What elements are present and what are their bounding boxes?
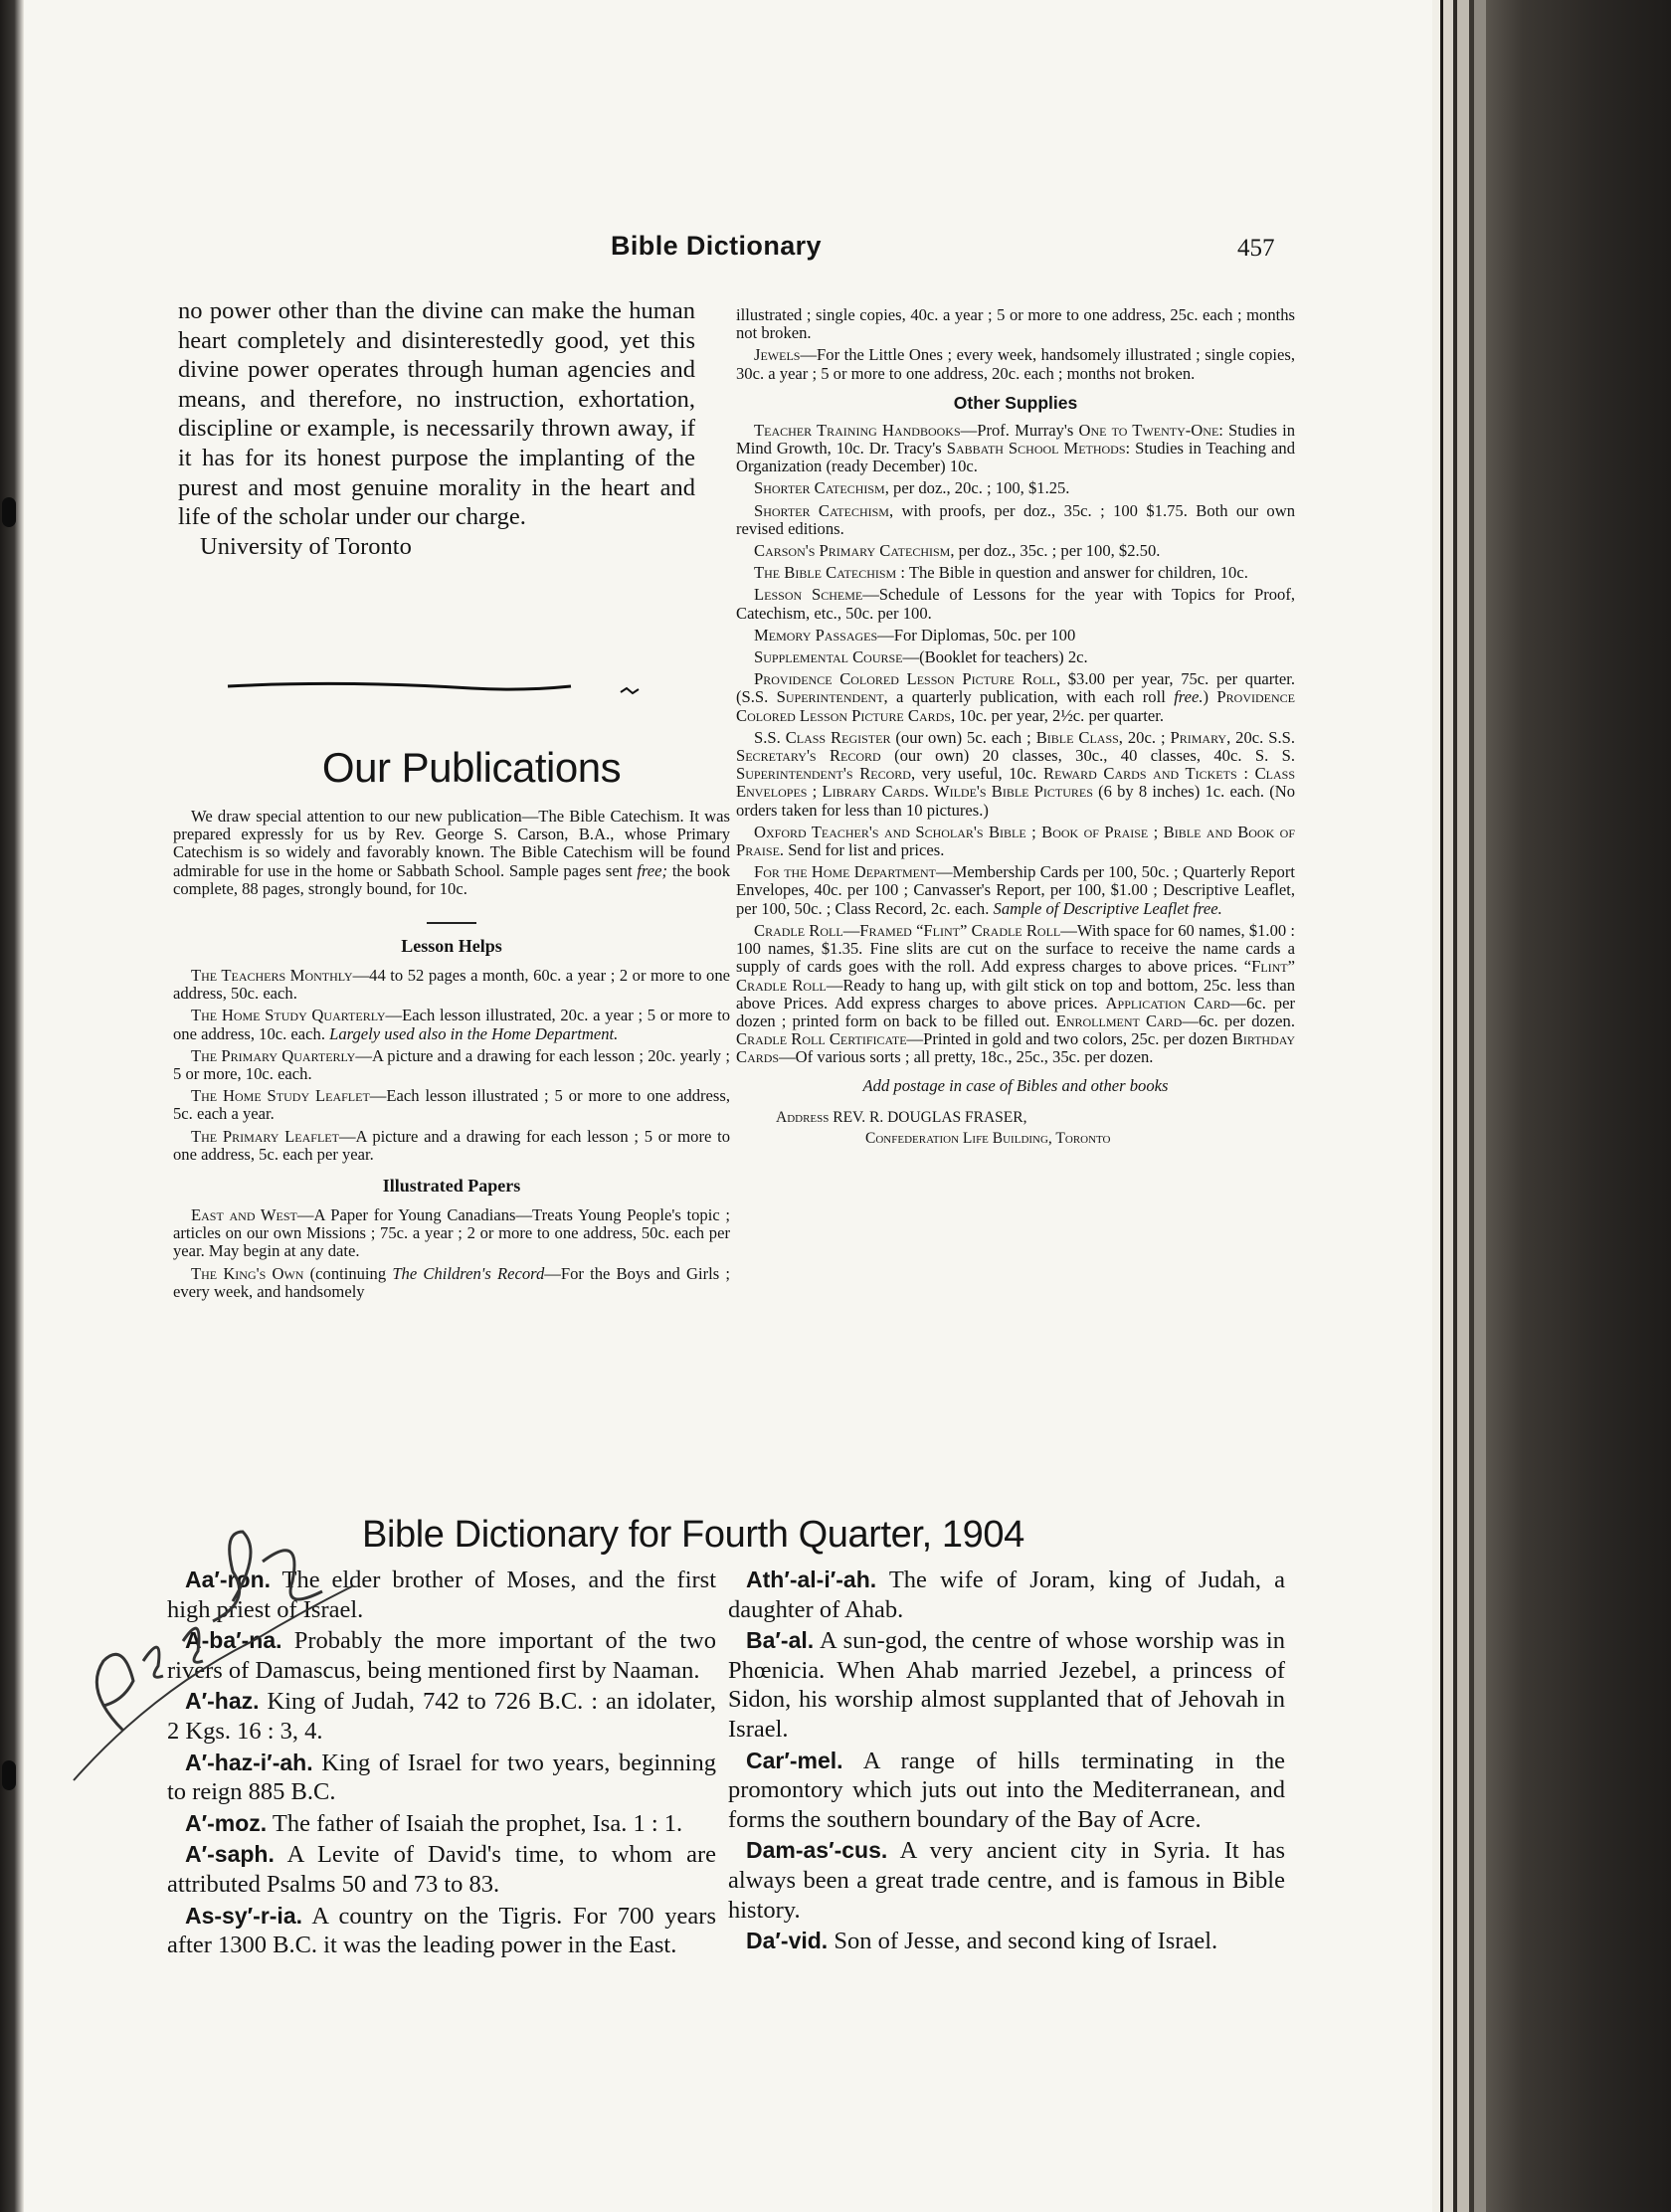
dictionary-right-column	[728, 1566, 1285, 1958]
dictionary-entry: Car′-mel. A range of hills terminating in the promontory which juts out into the Mediterranean, and forms the southern boundary of the Bay of Acre.	[728, 1747, 1285, 1833]
dictionary-entry: Ba′-al. A sun-god, the centre of whose worship was in Phœnicia. When Ahab married Jezebel, a princess of Sidon, his worship almost supplanted that of Jehovah in Israel.	[728, 1627, 1285, 1743]
handwritten-annotation	[64, 1492, 362, 1790]
page-edge	[1432, 0, 1440, 2212]
illustrated-papers-heading: Illustrated Papers	[382, 1176, 521, 1197]
supply-item: Oxford Teacher's and Scholar's Bible ; Book of Praise ; Bible and Book of Praise. Send for list and prices.	[736, 822, 1295, 860]
dictionary-entry: Ath′-al-i′-ah. The wife of Joram, king of Judah, a daughter of Ahab.	[728, 1567, 1285, 1623]
supply-item: S.S. Class Register (our own) 5c. each ; Bible Class, 20c. ; Primary, 20c. S.S. Secretary's Record (our own) 20 classes, 30c., 40 classes, 40c. S. S. Superintendent's Record, very useful, 10c. Reward Cards and Tickets : Class Envelopes ; Library Cards. Wilde's Bible Pictures (6 by 8 inches) 1c. each. (No orders taken for less than 10 pictures.)	[736, 727, 1296, 820]
page-edge	[1474, 0, 1486, 2212]
lesson-help-item: The Primary Leaflet—A picture and a drawing for each lesson ; 5 or more to one address, 5c. each per year.	[173, 1126, 730, 1164]
lesson-help-item: The Home Study Quarterly—Each lesson illustrated, 20c. a year ; 5 or more to one address, 10c. each. Largely used also in the Home Department.	[173, 1006, 730, 1043]
paper-item: East and West—A Paper for Young Canadians—Treats Young People's topic ; articles on our own Missions ; 75c. a year ; 2 or more to one address, 50c. each per year. May begin at any date.	[173, 1205, 730, 1261]
divider	[427, 922, 476, 924]
lesson-helps-heading: Lesson Helps	[401, 936, 502, 957]
supply-item: Providence Colored Lesson Picture Roll, $3.00 per year, 75c. per quarter. (S.S. Superintendent, a quarterly publication, with each roll free.) Providence Colored Lesson Picture Cards, 10c. per year, 2½c. per quarter.	[736, 669, 1295, 725]
running-header	[24, 227, 1432, 271]
binding-hole	[2, 1760, 16, 1790]
book-page	[24, 0, 1432, 2212]
supply-item: Teacher Training Handbooks—Prof. Murray's One to Twenty-One: Studies in Mind Growth, 10c. Dr. Tracy's Sabbath School Methods: Studies in Teaching and Organization (ready December) 10c.	[736, 420, 1296, 476]
supply-item: Carson's Primary Catechism, per doz., 35c. ; per 100, $2.50.	[754, 541, 1161, 561]
dictionary-entry: A′-haz-i′-ah. King of Israel for two years, beginning to reign 885 B.C.	[167, 1749, 716, 1806]
supply-item: The Bible Catechism : The Bible in question and answer for children, 10c.	[754, 563, 1248, 583]
supply-item: Shorter Catechism, per doz., 20c. ; 100, $1.25.	[754, 478, 1070, 498]
address-building: Confederation Life Building, Toronto	[865, 1129, 1111, 1147]
address-block	[736, 1107, 1295, 1149]
signature-line: University of Toronto	[200, 532, 412, 560]
lesson-help-item: The Primary Quarterly—A picture and a drawing for each lesson ; 20c. yearly ; 5 or more, 10c. each.	[173, 1045, 731, 1084]
dictionary-entry: A′-moz. The father of Isaiah the prophet, Isa. 1 : 1.	[185, 1809, 683, 1837]
dictionary-entry: Aa′-ron. The elder brother of Moses, and the first high priest of Israel.	[167, 1567, 716, 1623]
address-line: Address REV. R. DOUGLAS FRASER,	[776, 1108, 1027, 1126]
publications-section	[173, 808, 730, 1305]
publications-intro: We draw special attention to our new publication—The Bible Catechism. It was prepared expressly for us by Rev. George S. Carson, B.A., whose Primary Catechism is so widely and favorably known. The Bible Catechism will be found admirable for use in the home or Sabbath School. Sample pages sent free; the book complete, 88 pages, strongly bound, for 10c.	[173, 807, 730, 898]
paper-continued: illustrated ; single copies, 40c. a year ; 5 or more to one address, 25c. each ; months not broken.	[736, 305, 1295, 343]
page-edge	[1443, 0, 1453, 2212]
page-edge	[1457, 0, 1469, 2212]
dictionary-entry: A-ba′-na. Probably the more important of the two rivers of Damascus, being mentioned first by Naaman.	[167, 1627, 716, 1684]
left-column	[178, 296, 695, 561]
dictionary-title: Bible Dictionary for Fourth Quarter, 1904	[362, 1514, 1024, 1556]
supply-item: Shorter Catechism, with proofs, per doz., 35c. ; 100 $1.75. Both our own revised editions.	[736, 500, 1295, 538]
right-column	[736, 306, 1295, 1149]
dictionary-entry: As-sy′-r-ia. A country on the Tigris. For 700 years after 1300 B.C. it was the leading power in the East.	[167, 1902, 716, 1959]
paper-item: Jewels—For the Little Ones ; every week, handsomely illustrated ; single copies, 30c. a year ; 5 or more to one address, 20c. each ; months not broken.	[736, 345, 1295, 383]
publications-title: Our Publications	[321, 744, 622, 791]
page-number: 457	[1237, 235, 1275, 262]
supply-item: Lesson Scheme—Schedule of Lessons for the year with Topics for Proof, Catechism, etc., 50c. per 100.	[736, 585, 1296, 623]
paper-item: The King's Own (continuing The Children's Record—For the Boys and Girls ; every week, and handsomely	[173, 1263, 730, 1301]
left-page-gutter	[0, 0, 24, 2212]
ornamental-rule	[223, 676, 641, 706]
dictionary-entry: A′-haz. King of Judah, 742 to 726 B.C. : an idolater, 2 Kgs. 16 : 3, 4.	[167, 1688, 717, 1745]
supply-item: Cradle Roll—Framed “Flint” Cradle Roll—With space for 60 names, $1.00 : 100 names, $1.35. Fine slits are cut on the surface to receive the name cards a supply of cards goes with the roll. Add express charges to above prices. “Flint” Cradle Roll—Ready to hang up, with gilt stick on top and bottom, 25c. less than above Prices. Add express charges to above prices. Application Card—6c. per dozen ; printed form on back to be filled out. Enrollment Card—6c. per dozen. Cradle Roll Certificate—Printed in gold and two colors, 25c. per dozen Birthday Cards—Of various sorts ; all pretty, 18c., 25c., 35c. per dozen.	[736, 920, 1296, 1067]
other-supplies-heading: Other Supplies	[953, 392, 1078, 413]
lesson-help-item: The Teachers Monthly—44 to 52 pages a month, 60c. a year ; 2 or more to one address, 50c. each.	[173, 966, 731, 1004]
supply-item: Memory Passages—For Diplomas, 50c. per 100	[754, 625, 1076, 645]
book-edge-stack	[1486, 0, 1671, 2212]
supply-item: For the Home Department—Membership Cards per 100, 50c. ; Quarterly Report Envelopes, 40c. per 100 ; Canvasser's Report, per 100, $1.00 ; Descriptive Leaflet, per 100, 50c. ; Class Record, 2c. each. Sample of Descriptive Leaflet free.	[736, 862, 1295, 918]
closing-paragraph: no power other than the divine can make the human heart completely and disinterestedly good, yet this divine power operates through human agencies and means, and therefore, no instruction, exhortation, discipline or example, is necessarily thrown away, if it has for its honest purpose the implanting of the purest and most genuine morality in the heart and life of the scholar under our charge.	[178, 297, 695, 531]
dictionary-entry: Dam-as′-cus. A very ancient city in Syria. It has always been a great trade centre, and is famous in Bible history.	[728, 1837, 1285, 1924]
dictionary-entry: A′-saph. A Levite of David's time, to whom are attributed Psalms 50 and 73 to 83.	[167, 1841, 716, 1898]
binding-hole	[2, 497, 16, 527]
supply-item: Supplemental Course—(Booklet for teachers) 2c.	[754, 647, 1088, 667]
dictionary-entry: Da′-vid. Son of Jesse, and second king of Israel.	[746, 1928, 1218, 1955]
lesson-help-item: The Home Study Leaflet—Each lesson illustrated ; 5 or more to one address, 5c. each a year.	[173, 1086, 730, 1124]
postage-note: Add postage in case of Bibles and other books	[862, 1075, 1169, 1095]
running-title: Bible Dictionary	[611, 231, 822, 261]
